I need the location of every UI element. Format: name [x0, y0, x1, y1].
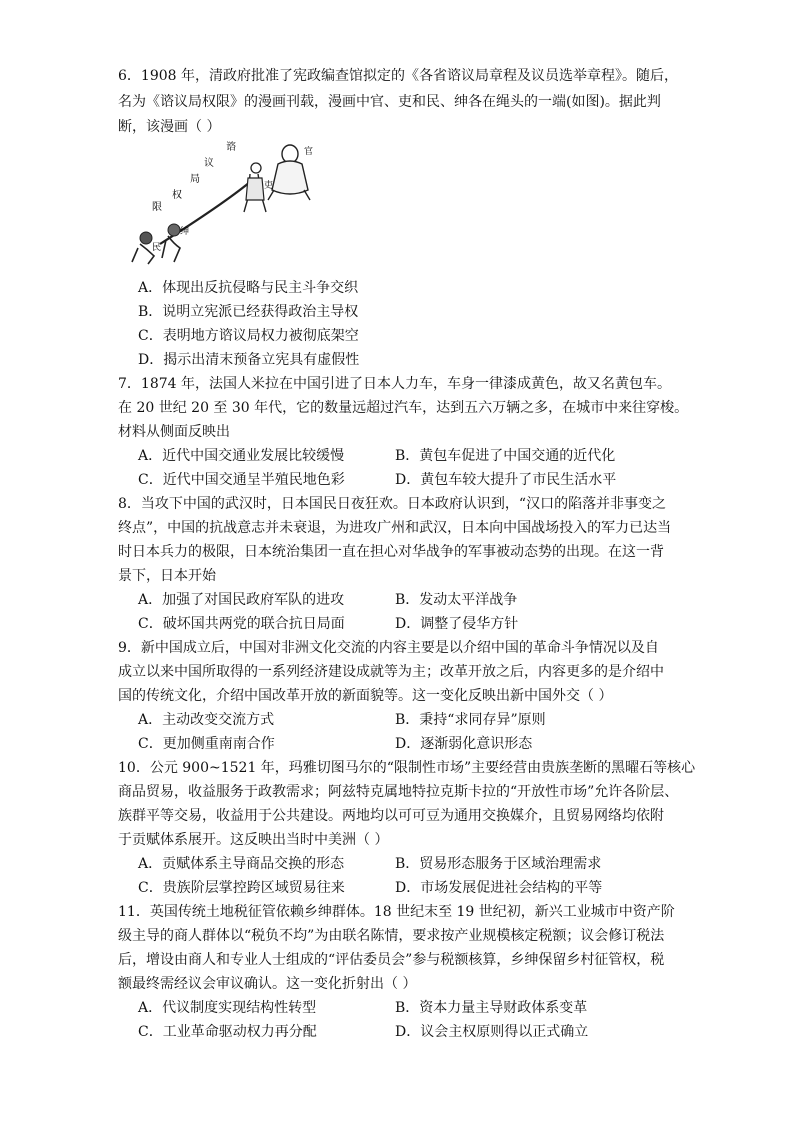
q9-stem-line-1: 9．新中国成立后，中国对非洲文化交流的内容主要是以介绍中国的革命斗争情况以及自: [118, 640, 659, 656]
q9-option-b[interactable]: B．秉持“求同存异”原则: [395, 712, 546, 728]
q10-stem-line-4: 于贡赋体系展开。这反映出当时中美洲（ ）: [118, 832, 389, 848]
q8-option-c[interactable]: C．破坏国共两党的联合抗日局面: [138, 616, 345, 632]
q9-stem-line-2: 成立以来中国所取得的一系列经济建设成就等为主；改革开放之后，内容更多的是介绍中: [118, 664, 664, 680]
q7-option-b[interactable]: B．黄包车促进了中国交通的近代化: [395, 448, 616, 464]
q10-stem-line-1: 10．公元 900~1521 年，玛雅切图马尔的“限制性市场”主要经营由贵族垄断的黑曜石等核心: [118, 760, 696, 776]
q8-stem-line-1: 8．当攻下中国的武汉时，日本国民日夜狂欢。日本政府认识到，“汉口的陷落并非事变之: [118, 496, 667, 512]
clerk-figure: [244, 163, 266, 212]
fig-char-4: 权: [172, 190, 182, 201]
q10-option-a[interactable]: A．贡赋体系主导商品交换的形态: [138, 856, 345, 872]
cartoon-figure: [118, 138, 318, 268]
q11-option-a[interactable]: A．代议制度实现结构性转型: [138, 1000, 317, 1016]
q8-option-a[interactable]: A．加强了对国民政府军队的进攻: [138, 592, 345, 608]
fig-char-3: 局: [190, 174, 200, 185]
fig-char-shen: 绅: [180, 227, 190, 237]
q6-option-d[interactable]: D．揭示出清末预备立宪具有虚假性: [138, 352, 360, 368]
q11-option-c[interactable]: C．工业革命驱动权力再分配: [138, 1024, 317, 1040]
q11-stem-line-2: 级主导的商人群体以“税负不均”为由联名陈情，要求按产业规模核定税额；议会修订税法: [118, 928, 665, 944]
q6-stem-line-3: 断，该漫画（ ）: [118, 119, 221, 135]
q9-option-c[interactable]: C．更加侧重南南合作: [138, 736, 275, 752]
q11-stem-line-4: 额最终需经议会审议确认。这一变化折射出（ ）: [118, 976, 417, 992]
q11-option-d[interactable]: D．议会主权原则得以正式确立: [395, 1024, 589, 1040]
q7-stem-line-1: 7．1874 年，法国人米拉在中国引进了日本人力车，车身一律漆成黄色，故又名黄包车。: [118, 376, 671, 392]
q11-option-b[interactable]: B．资本力量主导财政体系变革: [395, 1000, 588, 1016]
q7-option-d[interactable]: D．黄包车较大提升了市民生活水平: [395, 472, 617, 488]
q7-option-a[interactable]: A．近代中国交通业发展比较缓慢: [138, 448, 345, 464]
q6-stem-line-2: 名为《谘议局权限》的漫画刊载，漫画中官、吏和民、绅各在绳头的一端(如图)。据此判: [118, 94, 661, 110]
q11-stem-line-3: 后，增设由商人和专业人士组成的“评估委员会”参与税额核算，乡绅保留乡村征管权，税: [118, 952, 665, 968]
q10-option-d[interactable]: D．市场发展促进社会结构的平等: [395, 880, 603, 896]
q8-stem-line-3: 时日本兵力的极限，日本统治集团一直在担心对华战争的军事被动态势的出现。在这一背: [118, 544, 664, 560]
q8-option-b[interactable]: B．发动太平洋战争: [395, 592, 518, 608]
q8-stem-line-4: 景下，日本开始: [118, 568, 216, 584]
q7-stem-line-3: 材料从侧面反映出: [118, 424, 230, 440]
fig-char-1: 谘: [226, 142, 236, 153]
q6-option-b[interactable]: B．说明立宪派已经获得政治主导权: [138, 304, 359, 320]
q7-stem-line-2: 在 20 世纪 20 至 30 年代，它的数量远超过汽车，达到五六万辆之多，在城市中来往穿梭。: [118, 400, 689, 416]
q10-stem-line-2: 商品贸易，收益服务于政教需求；阿兹特克属地特拉克斯卡拉的“开放性市场”允许各阶层、: [118, 784, 679, 800]
q6-option-a[interactable]: A．体现出反抗侵略与民主斗争交织: [138, 280, 359, 296]
fig-char-li: 吏: [264, 181, 274, 191]
q9-option-d[interactable]: D．逐渐弱化意识形态: [395, 736, 533, 752]
q7-option-c[interactable]: C．近代中国交通呈半殖民地色彩: [138, 472, 345, 488]
fig-char-min: 民: [152, 243, 162, 253]
q10-option-b[interactable]: B．贸易形态服务于区域治理需求: [395, 856, 602, 872]
q6-option-c[interactable]: C．表明地方谘议局权力被彻底架空: [138, 328, 359, 344]
q8-stem-line-2: 终点”，中国的抗战意志并未衰退，为进攻广州和武汉，日本向中国战场投入的军力已达当: [118, 520, 672, 536]
q10-option-c[interactable]: C．贵族阶层掌控跨区域贸易往来: [138, 880, 345, 896]
q9-stem-line-3: 国的传统文化，介绍中国改革开放的新面貌等。这一变化反映出新中国外交（ ）: [118, 688, 613, 704]
fig-char-5: 限: [152, 202, 162, 213]
q8-option-d[interactable]: D．调整了侵华方针: [395, 616, 519, 632]
q10-stem-line-3: 族群平等交易，收益用于公共建设。两地均以可可豆为通用交换媒介，且贸易网络均依附: [118, 808, 664, 824]
q9-option-a[interactable]: A．主动改变交流方式: [138, 712, 275, 728]
q6-stem-line-1: 6．1908 年，清政府批准了宪政编查馆拟定的《各省谘议局章程及议员选举章程》。随后，: [118, 68, 678, 84]
fig-char-2: 议: [204, 158, 214, 169]
q11-stem-line-1: 11．英国传统土地税征管依赖乡绅群体。18 世纪末至 19 世纪初，新兴工业城市中资产阶: [118, 904, 675, 920]
fig-char-guan: 官: [304, 147, 314, 157]
